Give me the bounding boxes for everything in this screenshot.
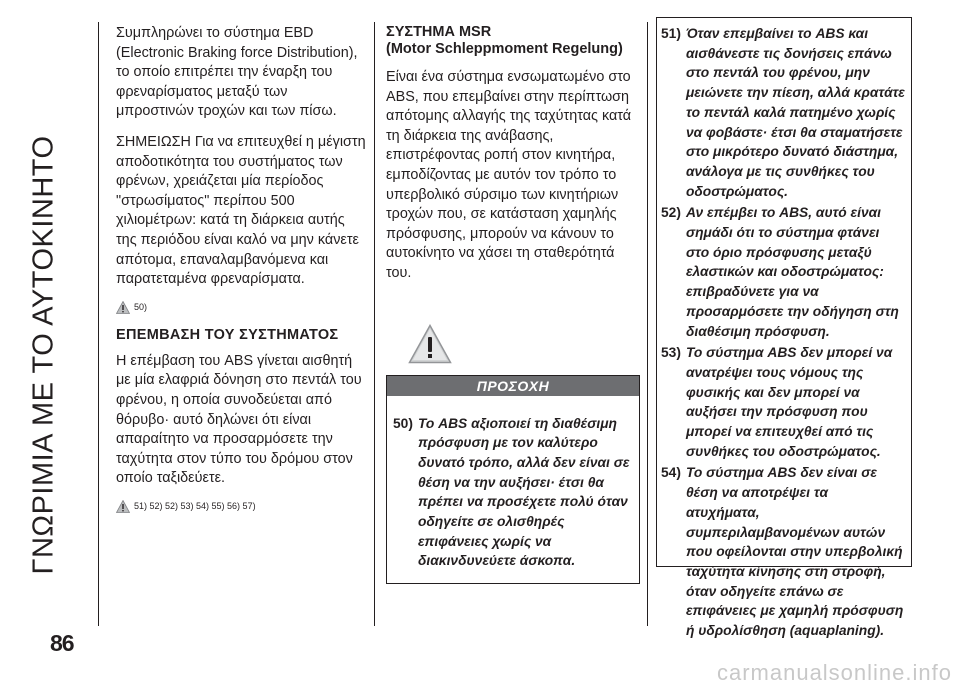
list-item: [661, 463, 905, 640]
page-number: 86: [50, 630, 74, 656]
section-heading: ΕΠΕΜΒΑΣΗ ΤΟΥ ΣΥΣΤΗΜΑΤΟΣ: [116, 326, 339, 343]
side-chapter-title: ΓΝΩΡΙΜΙΑ ΜΕ ΤΟ ΑΥΤΟΚΙΝΗΤΟ: [27, 135, 60, 575]
warning-triangle-icon: [116, 500, 130, 513]
item-number: 50): [393, 415, 413, 431]
column-1: [116, 24, 366, 525]
warning-list: [661, 24, 905, 641]
list-item: [661, 343, 905, 461]
item-text: Το σύστημα ABS δεν είναι σε θέση να αποτρέψει τα ατυχήματα, συμπεριλαμβανομένων αυτών που οφείλονται στην υπερβολική ταχύτητα κίνησης στη στροφή, όταν οδηγείτε επάνω σε επιφάνειες με χαμηλή πρόσφυση ή υδρολίσθηση (aquaplaning).: [685, 465, 904, 639]
item-text: Όταν επεμβαίνει το ABS και αισθάνεστε τις δονήσεις επάνω στο πεντάλ του φρένου, μην μειώνετε την πίεση, αλλά κρατάτε το πεντάλ καλά πατημένο χωρίς να φοβάστε· έτσι θα σταματήσετε στο μικρότερο δυνατό διάστημα, ανάλογα με τις συνθήκες του οδοστρώματος.: [685, 26, 905, 199]
paragraph-msr: Είναι ένα σύστημα ενσωματωμένο στο ABS, που επεμβαίνει στην περίπτωση απότομης αλλαγής της ταχύτητας κατά τη διάρκεια της ανάβασης, επιστρέφοντας ροπή στον κινητήρα, εμποδίζοντας με αυτόν τον τρόπο το υπερβολικό σύρσιμο των κινητήριων τροχών που, σε κατάσταση χαμηλής πρόσφυσης, μπορούν να κάνουν το αυτοκίνητο να χάσει τη σταθερότητά του.: [386, 69, 632, 281]
warning-box: [386, 375, 640, 585]
item-number: 52): [661, 205, 681, 221]
item-number: 51): [661, 26, 681, 41]
warning-reference-numbers: 51) 52) 52) 53) 54) 55) 56) 57): [134, 501, 256, 512]
item-text: Αν επέμβει το ABS, αυτό είναι σημάδι ότι το σύστημα φτάνει στο όριο πρόσφυσης μεταξύ ελαστικών και οδοστρώματος: επιβραδύνετε για να προσαρμόσετε την οδήγηση στη διαθέσιμη πρόσφυση.: [685, 205, 899, 339]
warning-list: [393, 414, 633, 572]
warning-block: [386, 324, 640, 585]
paragraph-intervention: Η επέμβαση του ABS γίνεται αισθητή με μία ελαφριά δόνηση στο πεντάλ του φρένου, η οποία συνοδεύεται από θόρυβο· αυτό δηλώνει ότι είναι απαραίτητο να προσαρμόσετε την ταχύτητα στον τύπο του δρόμου στον οποίο ταξιδεύετε.: [116, 352, 362, 487]
paragraph-note: ΣΗΜΕΙΩΣΗ Για να επιτευχθεί η μέγιστη αποδοτικότητα του συστήματος των φρένων, χρειάζεται μία περίοδος "στρωσίματος" περίπου 500 χιλιομέτρων: κατά τη διάρκεια αυτής της περιόδου είναι καλό να μην κάνετε απότομα, επαναλαμβανόμενα και παρατεταμένα φρεναρίσματα.: [116, 133, 366, 288]
list-item: [393, 414, 633, 572]
item-number: 54): [661, 465, 681, 481]
warning-reference-numbers: 50): [134, 302, 148, 313]
column-2: [386, 24, 640, 584]
column-divider: [98, 22, 99, 626]
warning-reference: [116, 301, 366, 314]
warning-title: ΠΡΟΣΟΧΗ: [387, 376, 639, 396]
watermark: carmanualsonline.info: [716, 660, 952, 685]
column-divider: [647, 22, 648, 626]
item-number: 53): [661, 345, 681, 361]
item-text: Το ABS αξιοποιεί τη διαθέσιμη πρόσφυση με τον καλύτερο δυνατό τρόπο, αλλά δεν είναι σε θέση να την αυξήσει· έτσι θα πρέπει να προσέχετε πολύ όταν οδηγείτε σε ολισθηρές επιφάνειες χωρίς να διακινδυνεύετε άσκοπα.: [417, 415, 630, 569]
section-heading: [386, 24, 640, 58]
warning-reference: [116, 500, 366, 513]
heading-line-1: ΣΥΣΤΗΜΑ MSR: [386, 24, 492, 40]
column-divider: [374, 22, 375, 626]
heading-line-2: (Motor Schleppmoment Regelung): [386, 41, 623, 57]
item-text: Το σύστημα ABS δεν μπορεί να ανατρέψει τους νόμους της φυσικής και δεν μπορεί να αυξήσει την πρόσφυση που μπορεί να επιτευχθεί από τις συνθήκες του οδοστρώματος.: [685, 345, 893, 459]
paragraph-ebd: Συμπληρώνει το σύστημα EBD (Electronic Braking force Distribution), το οποίο επιτρέπει την έναρξη του φρεναρίσματος μεταξύ των μπροστινών τροχών και των πίσω.: [116, 25, 358, 120]
list-item: [661, 203, 905, 341]
warning-triangle-icon: [116, 301, 130, 314]
list-item: [661, 24, 905, 201]
warning-triangle-icon: [408, 324, 452, 364]
warning-continuation-box: [656, 17, 912, 639]
